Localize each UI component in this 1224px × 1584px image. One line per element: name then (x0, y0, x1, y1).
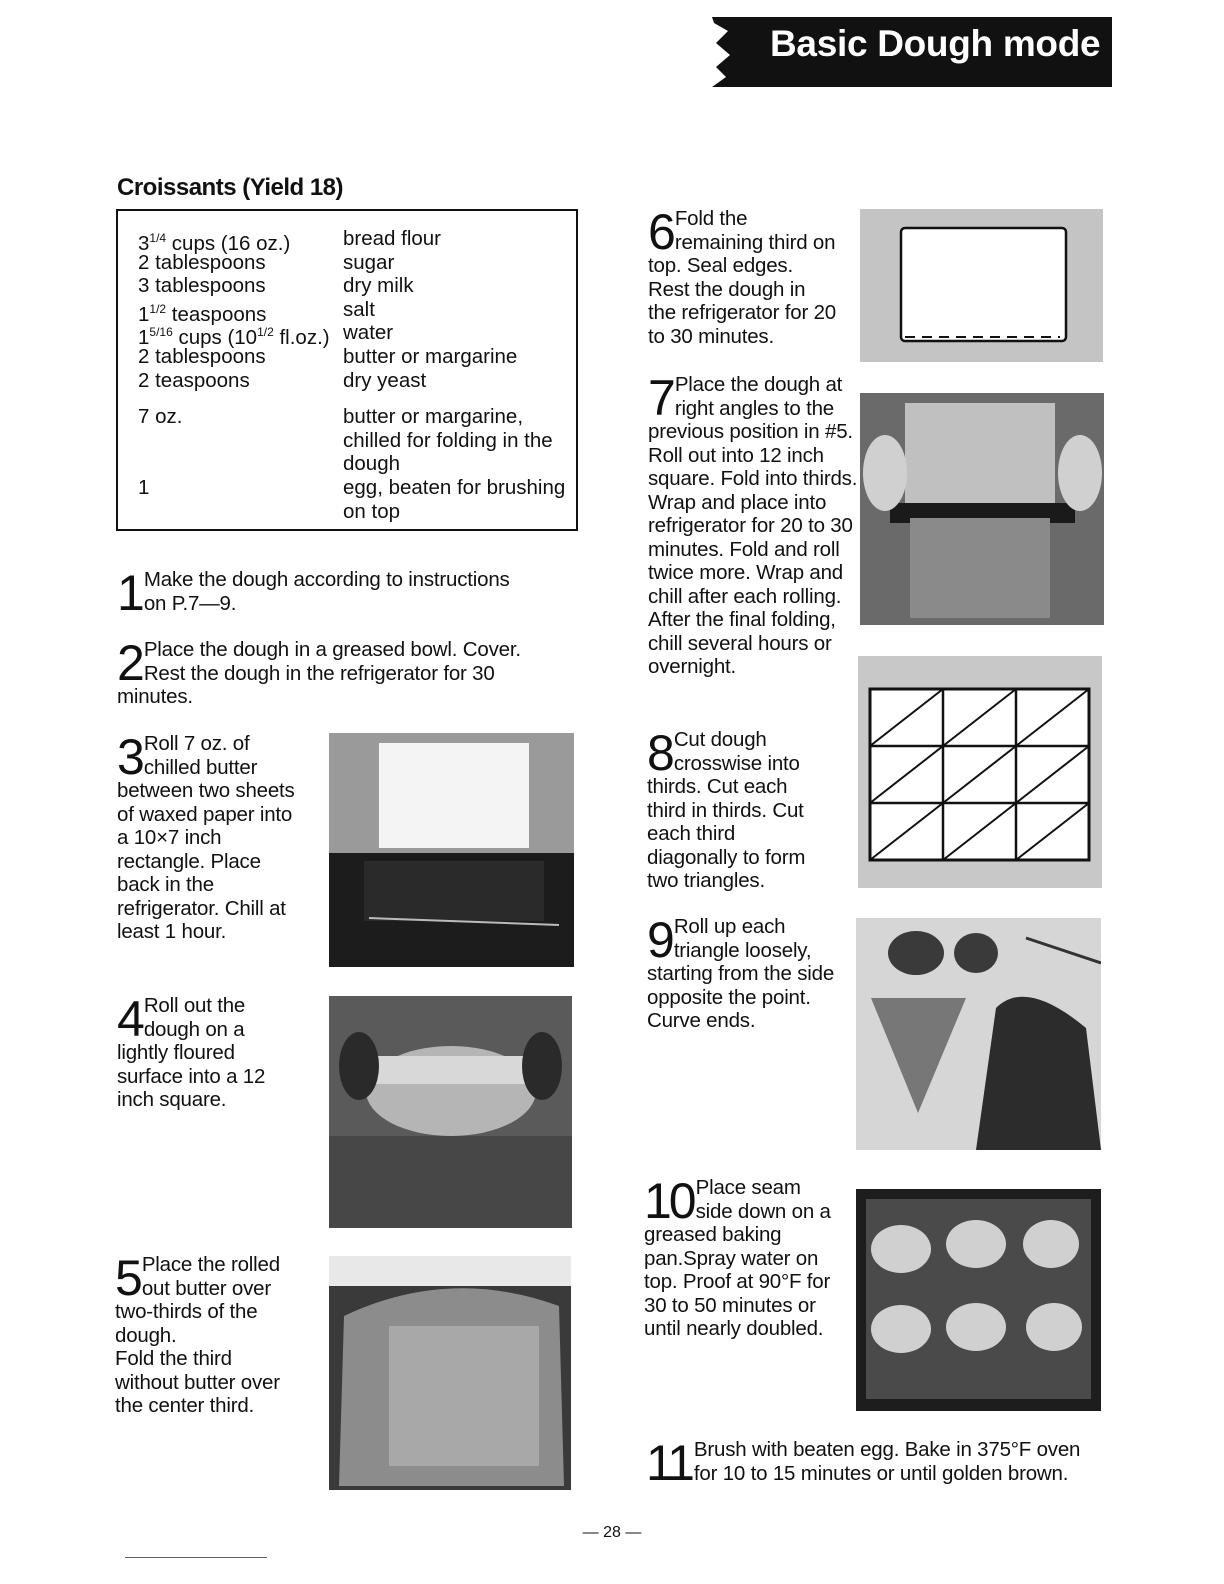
step-number: 3 (117, 729, 142, 785)
ingredient-item: butter or margarine, chilled for folding in the dough (343, 405, 553, 475)
step-4 (117, 991, 295, 1112)
step-text: Place the dough at right angles to the previous position in #5. Roll out into 12 inch square. Fold into thirds. Wrap and place into refrigerator for 20 to 30 minutes. Fold and roll twice more. Wrap and chill after each rolling. After the final folding, chill several hours or overnight. (648, 373, 858, 678)
ingredient-qty: 3 tablespoons (138, 274, 266, 297)
footer-rule (125, 1557, 267, 1558)
photo-butter-rectangle (329, 733, 574, 967)
step-text: Cut dough crosswise into thirds. Cut each third in thirds. Cut each third diagonally to form two triangles. (647, 728, 806, 892)
step-number: 4 (117, 991, 142, 1047)
ingredient-qty: $1^{5/16}$ cups ($10^{1/2}$ fl.oz.) (138, 325, 330, 349)
ingredient-item: dry milk (343, 274, 414, 297)
step-text: Roll out the dough on a lightly floured surface into a 12 inch square. (117, 994, 266, 1111)
step-number: 7 (648, 370, 673, 426)
ingredient-item: sugar (343, 251, 395, 274)
step-text: Brush with beaten egg. Bake in 375°F oven for 10 to 15 minutes or until golden brown. (693, 1438, 1081, 1485)
step-text: Place the rolled out butter over two-thirds of the dough. (115, 1253, 280, 1347)
photo-rolling-triangles (856, 918, 1101, 1150)
step-number: 10 (644, 1173, 694, 1229)
step-number: 6 (648, 204, 673, 260)
step-text: Make the dough according to instructions on P.7—9. (143, 568, 510, 615)
step-1 (117, 565, 537, 621)
step-3 (117, 729, 295, 944)
ingredient-qty: 2 tablespoons (138, 345, 266, 368)
step-text: Place seam side down on a greased baking pan.Spray water on top. Proof at 90°F for 30 to 50 minutes or until nearly doubled. (644, 1176, 831, 1340)
ingredient-item: egg, beaten for brushing on top (343, 476, 566, 523)
photo-butter-on-dough (329, 1256, 571, 1490)
ingredients-table (116, 209, 578, 531)
ingredient-qty: 7 oz. (138, 405, 183, 428)
illustration-folded-dough (860, 209, 1103, 362)
section-banner (712, 17, 1112, 87)
step-text: Roll up each triangle loosely, starting from the side opposite the point. Curve ends. (647, 915, 835, 1032)
photo-rolling-dough (329, 996, 572, 1228)
step-text: Roll 7 oz. of chilled butter between two sheets of waxed paper into a 10×7 inch rectangle. Place back in the refrigerator. Chill at least 1 hour. (117, 732, 295, 943)
step-number: 8 (647, 725, 672, 781)
step-5 (115, 1250, 293, 1418)
step-2 (117, 635, 547, 709)
step-7 (648, 370, 863, 679)
ingredient-qty: 2 teaspoons (138, 369, 250, 392)
step-text: Fold the third without butter over the center third. (115, 1347, 280, 1417)
step-10 (644, 1173, 839, 1341)
photo-rolling-square (860, 393, 1104, 625)
illustration-cutting-diagram (858, 656, 1102, 888)
step-number: 11 (646, 1435, 692, 1491)
photo-croissants-on-pan (856, 1189, 1101, 1411)
ingredient-item: dry yeast (343, 369, 427, 392)
section-title: Basic Dough mode (770, 23, 1101, 64)
step-number: 5 (115, 1250, 140, 1306)
ingredient-item: salt (343, 298, 375, 321)
step-6 (648, 204, 838, 348)
step-text: Fold the remaining third on top. Seal edges. Rest the dough in the refrigerator for 20 to 30 minutes. (648, 207, 836, 348)
ingredient-qty: $3^{1/4}$ cups (16 oz.) (138, 231, 291, 255)
step-number: 9 (647, 912, 672, 968)
step-number: 2 (117, 635, 142, 691)
ingredient-item: water (343, 321, 394, 344)
step-8 (647, 725, 827, 893)
recipe-title: Croissants (Yield 18) (117, 174, 344, 201)
ingredient-qty: 2 tablespoons (138, 251, 266, 274)
ingredient-qty: 1 (138, 476, 150, 499)
step-number: 1 (117, 565, 142, 621)
step-text: Place the dough in a greased bowl. Cover. Rest the dough in the refrigerator for 30 minutes. (117, 638, 521, 708)
step-9 (647, 912, 837, 1033)
ingredient-item: bread flour (343, 227, 442, 250)
ingredient-qty: $1^{1/2}$ teaspoons (138, 302, 267, 326)
ingredient-item: butter or margarine (343, 345, 518, 368)
page-number: — 28 — (582, 1524, 642, 1541)
step-11 (646, 1435, 1096, 1491)
